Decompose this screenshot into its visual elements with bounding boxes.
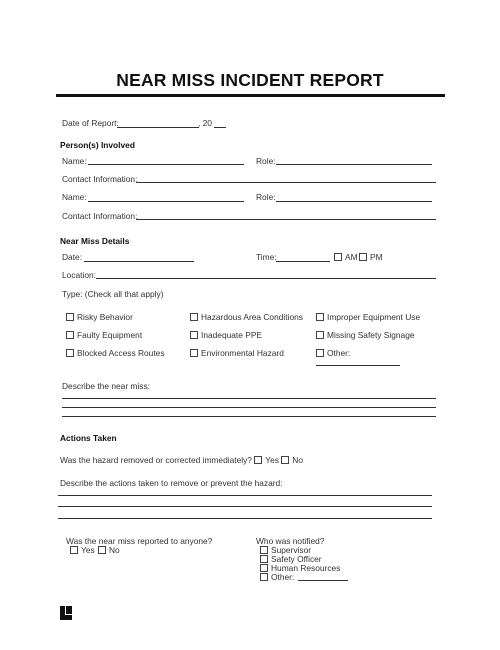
describe-actions-label: Describe the actions taken to remove or prevent the hazard: <box>60 478 283 488</box>
reported-no-label: No <box>109 545 120 555</box>
year-prefix: , 20 <box>198 118 212 128</box>
type-option-improper-equipment[interactable] <box>316 312 420 322</box>
actions-line-1[interactable] <box>58 495 432 496</box>
page-title: NEAR MISS INCIDENT REPORT <box>116 70 384 90</box>
type-label: Type: (Check all that apply) <box>62 289 164 299</box>
type-label-text: Environmental Hazard <box>201 348 284 358</box>
time-label: Time: <box>256 252 277 262</box>
hazard-no-checkbox[interactable] <box>281 456 289 464</box>
brand-logo-icon <box>60 606 72 620</box>
type-label-text: Improper Equipment Use <box>327 312 421 322</box>
role-label-2: Role: <box>256 192 276 202</box>
pm-label: PM <box>370 252 383 262</box>
notified-other-field[interactable] <box>298 580 348 581</box>
type-label-text: Risky Behavior <box>77 312 133 322</box>
checkbox[interactable] <box>190 349 198 357</box>
type-option-blocked-access[interactable] <box>66 348 165 358</box>
location-field[interactable] <box>96 278 436 279</box>
hazard-removed-row <box>60 455 303 465</box>
reported-no-option[interactable] <box>98 545 120 555</box>
hazard-yes-label: Yes <box>265 455 279 465</box>
year-suffix-field[interactable] <box>214 127 226 128</box>
notified-other[interactable] <box>260 572 294 582</box>
contact-label-2: Contact Information: <box>62 211 138 221</box>
am-option[interactable] <box>334 252 358 262</box>
checkbox[interactable] <box>316 313 324 321</box>
type-option-risky-behavior[interactable] <box>66 312 133 322</box>
role-field-2[interactable] <box>276 201 432 202</box>
type-label-text: Inadequate PPE <box>201 330 263 340</box>
checkbox[interactable] <box>316 331 324 339</box>
actions-line-2[interactable] <box>58 506 432 507</box>
checkbox[interactable] <box>66 349 74 357</box>
type-option-inadequate-ppe[interactable] <box>190 330 262 340</box>
notified-option-label: Human Resources <box>271 563 341 573</box>
am-checkbox[interactable] <box>334 253 342 261</box>
notified-option-label: Other: <box>271 572 295 582</box>
contact-field-2[interactable] <box>136 219 436 220</box>
contact-label-1: Contact Information: <box>62 174 138 184</box>
reported-question: Was the near miss reported to anyone? <box>66 536 213 546</box>
hazard-yes-checkbox[interactable] <box>254 456 262 464</box>
hazard-no-label: No <box>292 455 303 465</box>
reported-yes-checkbox[interactable] <box>70 546 78 554</box>
type-label-text: Hazardous Area Conditions <box>201 312 303 322</box>
date-of-report-field[interactable] <box>117 127 199 128</box>
am-label: AM <box>345 252 358 262</box>
date-of-report-label: Date of Report: <box>62 118 119 128</box>
title-divider <box>56 94 445 97</box>
name-label-1: Name: <box>62 156 87 166</box>
type-option-hazardous-area[interactable] <box>190 312 303 322</box>
describe-line-2[interactable] <box>62 407 436 408</box>
reported-yes-label: Yes <box>81 545 95 555</box>
hazard-removed-question: Was the hazard removed or corrected immediately? <box>60 455 252 465</box>
details-heading: Near Miss Details <box>60 236 130 246</box>
type-label-text: Faulty Equipment <box>77 330 143 340</box>
type-other-field[interactable] <box>316 365 400 366</box>
time-field[interactable] <box>276 261 330 262</box>
checkbox[interactable] <box>190 331 198 339</box>
type-option-missing-signage[interactable] <box>316 330 415 340</box>
contact-field-1[interactable] <box>136 182 436 183</box>
checkbox[interactable] <box>260 546 268 554</box>
checkbox[interactable] <box>66 331 74 339</box>
type-option-environmental[interactable] <box>190 348 284 358</box>
type-label-text: Other: <box>327 348 351 358</box>
role-label-1: Role: <box>256 156 276 166</box>
pm-option[interactable] <box>359 252 383 262</box>
reported-yes-option[interactable] <box>70 545 95 555</box>
reported-no-checkbox[interactable] <box>98 546 106 554</box>
checkbox[interactable] <box>66 313 74 321</box>
type-option-other[interactable] <box>316 348 350 358</box>
actions-line-3[interactable] <box>58 518 432 519</box>
checkbox[interactable] <box>260 555 268 563</box>
type-option-faulty-equipment[interactable] <box>66 330 142 340</box>
checkbox[interactable] <box>190 313 198 321</box>
name-field-2[interactable] <box>88 201 244 202</box>
describe-line-3[interactable] <box>62 416 436 417</box>
notified-option-label: Safety Officer <box>271 554 322 564</box>
notified-option-label: Supervisor <box>271 545 312 555</box>
role-field-1[interactable] <box>276 164 432 165</box>
type-label-text: Blocked Access Routes <box>77 348 165 358</box>
actions-heading: Actions Taken <box>60 433 117 443</box>
incident-date-label: Date: <box>62 252 83 262</box>
pm-checkbox[interactable] <box>359 253 367 261</box>
location-label: Location: <box>62 270 96 280</box>
type-label-text: Missing Safety Signage <box>327 330 415 340</box>
checkbox[interactable] <box>260 564 268 572</box>
name-label-2: Name: <box>62 192 87 202</box>
checkbox[interactable] <box>260 573 268 581</box>
name-field-1[interactable] <box>88 164 244 165</box>
describe-line-1[interactable] <box>62 398 436 399</box>
notified-label: Who was notified? <box>256 536 325 546</box>
describe-near-miss-label: Describe the near miss: <box>62 381 150 391</box>
persons-heading: Person(s) Involved <box>60 140 135 150</box>
checkbox[interactable] <box>316 349 324 357</box>
incident-date-field[interactable] <box>84 261 194 262</box>
